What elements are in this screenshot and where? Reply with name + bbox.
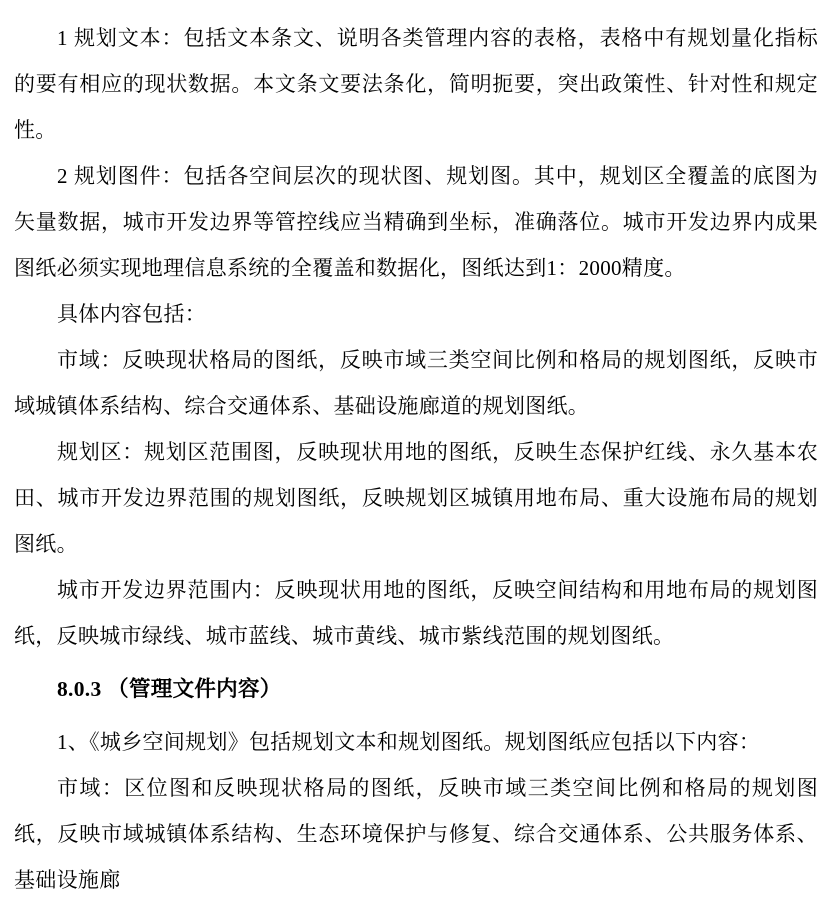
paragraph: 规划区：规划区范围图，反映现状用地的图纸，反映生态保护红线、永久基本农田、城市开发边界范围的规划图纸，反映规划区城镇用地布局、重大设施布局的规划图纸。 (14, 440, 818, 556)
paragraph: 具体内容包括： (57, 302, 207, 326)
paragraph: 市域：反映现状格局的图纸，反映市域三类空间比例和格局的规划图纸，反映市域城镇体系结构、综合交通体系、基础设施廊道的规划图纸。 (14, 348, 818, 418)
paragraph: 1 规划文本：包括文本条文、说明各类管理内容的表格，表格中有规划量化指标的要有相应的现状数据。本文条文要法条化，简明扼要，突出政策性、针对性和规定性。 (14, 26, 818, 142)
paragraph: 1、《城乡空间规划》包括规划文本和规划图纸。规划图纸应包括以下内容： (57, 730, 761, 754)
paragraph: 2 规划图件：包括各空间层次的现状图、规划图。其中，规划区全覆盖的底图为矢量数据，城市开发边界等管控线应当精确到坐标，准确落位。城市开发边界内成果图纸必须实现地理信息系统的全覆盖和数据化，图纸达到1：2000精度。 (14, 164, 818, 280)
paragraph: 市域：区位图和反映现状格局的图纸，反映市域三类空间比例和格局的规划图纸，反映市域城镇体系结构、生态环境保护与修复、综合交通体系、公共服务体系、基础设施廊 (14, 776, 818, 892)
section-heading: 8.0.3 （管理文件内容） (57, 677, 282, 701)
paragraph: 城市开发边界范围内：反映现状用地的图纸，反映空间结构和用地布局的规划图纸，反映城市绿线、城市蓝线、城市黄线、城市紫线范围的规划图纸。 (14, 578, 818, 648)
document-body (14, 15, 818, 903)
